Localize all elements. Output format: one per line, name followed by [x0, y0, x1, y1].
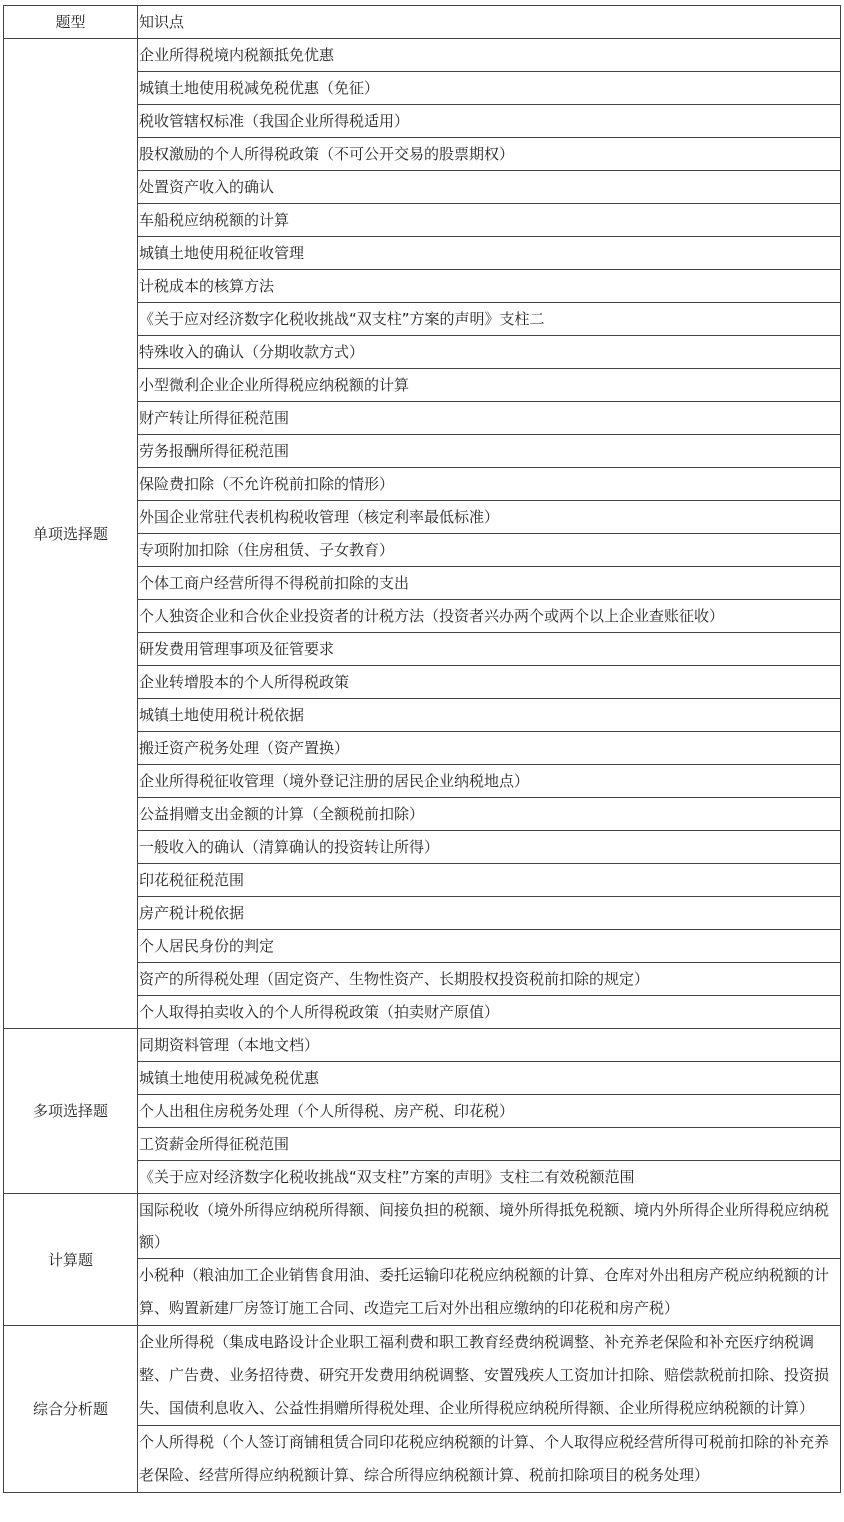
knowledge-point-cell: 城镇土地使用税减免税优惠（免征）: [138, 72, 841, 105]
knowledge-point-cell: 印花税征税范围: [138, 864, 841, 897]
knowledge-point-cell: 一般收入的确认（清算确认的投资转让所得）: [138, 831, 841, 864]
knowledge-point-cell: 城镇土地使用税征收管理: [138, 237, 841, 270]
knowledge-point-cell: 企业所得税境内税额抵免优惠: [138, 39, 841, 72]
question-type-cell: 计算题: [4, 1194, 138, 1326]
table-row: [4, 39, 841, 72]
knowledge-point-cell: 公益捐赠支出金额的计算（全额税前扣除）: [138, 798, 841, 831]
table-row: [4, 1194, 841, 1259]
question-type-cell: 单项选择题: [4, 39, 138, 1029]
knowledge-point-cell: 《关于应对经济数字化税收挑战“双支柱”方案的声明》支柱二有效税额范围: [138, 1161, 841, 1194]
table-row: [4, 1029, 841, 1062]
knowledge-point-cell: 车船税应纳税额的计算: [138, 204, 841, 237]
knowledge-point-cell: 股权激励的个人所得税政策（不可公开交易的股票期权）: [138, 138, 841, 171]
knowledge-point-cell: 工资薪金所得征税范围: [138, 1128, 841, 1161]
header-type: 题型: [4, 6, 138, 39]
knowledge-point-cell: 保险费扣除（不允许税前扣除的情形）: [138, 468, 841, 501]
knowledge-point-cell: 个人取得拍卖收入的个人所得税政策（拍卖财产原值）: [138, 996, 841, 1029]
knowledge-point-cell: 外国企业常驻代表机构税收管理（核定利率最低标准）: [138, 501, 841, 534]
knowledge-point-cell: 专项附加扣除（住房租赁、子女教育）: [138, 534, 841, 567]
knowledge-point-cell: 处置资产收入的确认: [138, 171, 841, 204]
knowledge-point-cell: 劳务报酬所得征税范围: [138, 435, 841, 468]
knowledge-point-cell: 资产的所得税处理（固定资产、生物性资产、长期股权投资税前扣除的规定）: [138, 963, 841, 996]
knowledge-point-cell: 城镇土地使用税减免税优惠: [138, 1062, 841, 1095]
knowledge-point-cell: 个人出租住房税务处理（个人所得税、房产税、印花税）: [138, 1095, 841, 1128]
knowledge-point-cell: 个人居民身份的判定: [138, 930, 841, 963]
knowledge-point-cell: 《关于应对经济数字化税收挑战“双支柱”方案的声明》支柱二: [138, 303, 841, 336]
table-header-row: [4, 6, 841, 39]
knowledge-table: [3, 5, 841, 1493]
knowledge-point-cell: 财产转让所得征税范围: [138, 402, 841, 435]
knowledge-point-cell: 个人独资企业和合伙企业投资者的计税方法（投资者兴办两个或两个以上企业查账征收）: [138, 600, 841, 633]
knowledge-point-cell: 企业所得税征收管理（境外登记注册的居民企业纳税地点）: [138, 765, 841, 798]
knowledge-point-cell: 房产税计税依据: [138, 897, 841, 930]
knowledge-point-cell: 研发费用管理事项及征管要求: [138, 633, 841, 666]
question-type-cell: 多项选择题: [4, 1029, 138, 1194]
knowledge-point-cell: 个体工商户经营所得不得税前扣除的支出: [138, 567, 841, 600]
knowledge-point-cell: 计税成本的核算方法: [138, 270, 841, 303]
knowledge-point-cell: 小型微利企业企业所得税应纳税额的计算: [138, 369, 841, 402]
knowledge-point-cell: 特殊收入的确认（分期收款方式）: [138, 336, 841, 369]
header-knowledge: 知识点: [138, 6, 841, 39]
table-row: [4, 1326, 841, 1426]
knowledge-point-cell: 税收管辖权标准（我国企业所得税适用）: [138, 105, 841, 138]
knowledge-point-cell: 搬迁资产税务处理（资产置换）: [138, 732, 841, 765]
knowledge-point-cell: 国际税收（境外所得应纳税所得额、间接负担的税额、境外所得抵免税额、境内外所得企业所得税应纳税额）: [138, 1194, 841, 1259]
knowledge-point-cell: 小税种（粮油加工企业销售食用油、委托运输印花税应纳税额的计算、仓库对外出租房产税应纳税额的计算、购置新建厂房签订施工合同、改造完工后对外出租应缴纳的印花税和房产税）: [138, 1259, 841, 1326]
question-type-cell: 综合分析题: [4, 1326, 138, 1493]
knowledge-point-cell: 企业转增股本的个人所得税政策: [138, 666, 841, 699]
knowledge-point-cell: 企业所得税（集成电路设计企业职工福利费和职工教育经费纳税调整、补充养老保险和补充医疗纳税调整、广告费、业务招待费、研究开发费用纳税调整、安置残疾人工资加计扣除、赔偿款税前扣除、投资损失、国债利息收入、公益性捐赠所得税处理、企业所得税应纳税所得额、企业所得税应纳税额的计算）: [138, 1326, 841, 1426]
knowledge-point-cell: 城镇土地使用税计税依据: [138, 699, 841, 732]
knowledge-point-cell: 同期资料管理（本地文档）: [138, 1029, 841, 1062]
knowledge-point-cell: 个人所得税（个人签订商铺租赁合同印花税应纳税额的计算、个人取得应税经营所得可税前扣除的补充养老保险、经营所得应纳税额计算、综合所得应纳税额计算、税前扣除项目的税务处理）: [138, 1426, 841, 1493]
